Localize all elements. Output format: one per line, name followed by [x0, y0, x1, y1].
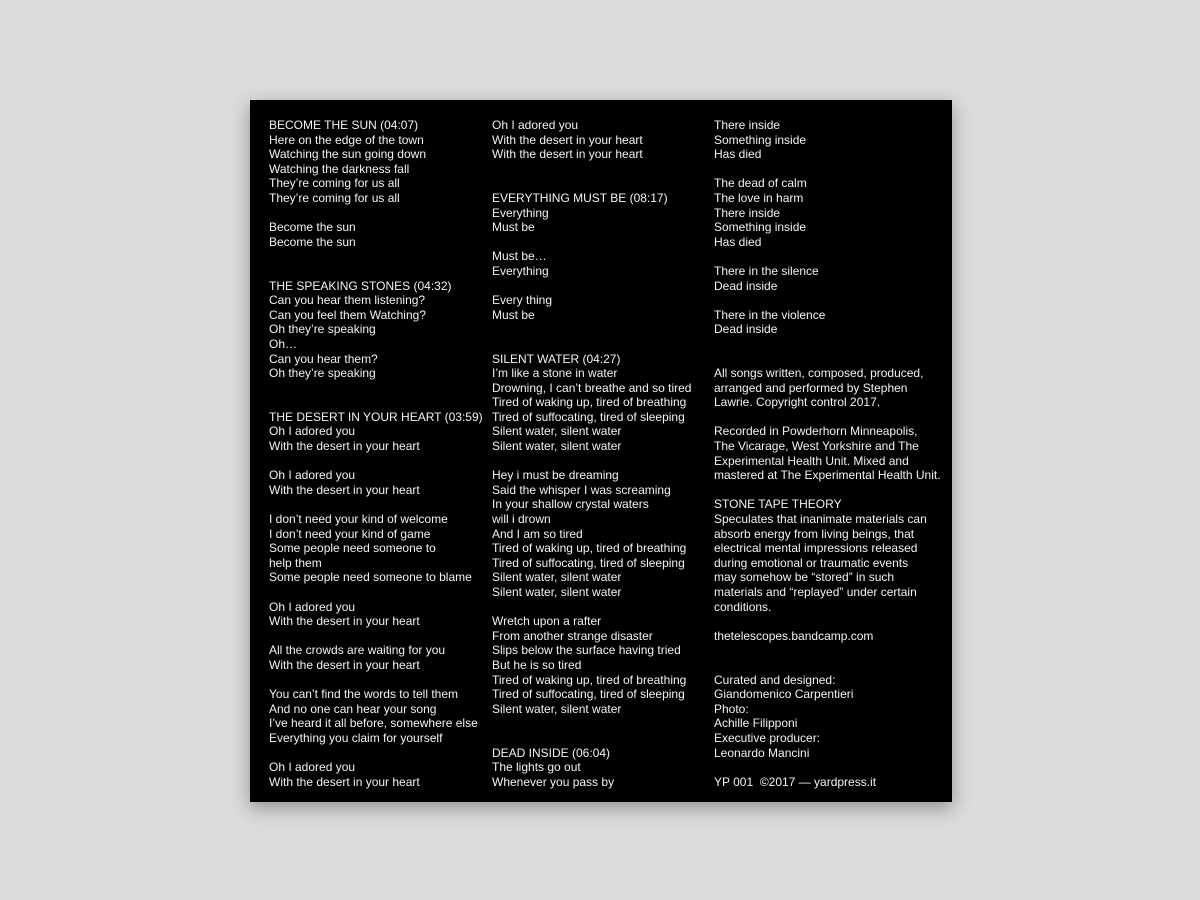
text-line: Everything [492, 263, 549, 278]
text-line: I don’t need your kind of welcome [269, 512, 448, 527]
text-line: Experimental Health Unit. Mixed and [714, 453, 909, 468]
text-line: The dead of calm [714, 176, 807, 191]
text-line: Dead inside [714, 322, 778, 337]
verse [714, 308, 939, 337]
text-line: You can’t find the words to tell them [269, 687, 458, 702]
text-line: Oh they’re speaking [269, 366, 376, 381]
text-line: Lawrie. Copyright control 2017. [714, 395, 881, 410]
text-line: electrical mental impressions released [714, 541, 918, 556]
verse [269, 424, 491, 453]
text-line: Tired of suffocating, tired of sleeping [492, 687, 685, 702]
catalog-footer: YP 001 ©2017 — yardpress.it [714, 774, 877, 789]
text-line: Some people need someone to [269, 541, 436, 556]
text-line: Silent water, silent water [492, 701, 622, 716]
text-line: Everything you claim for yourself [269, 730, 443, 745]
text-line: Here on the edge of the town [269, 132, 424, 147]
text-line: But he is so tired [492, 657, 582, 672]
text-line: All songs written, composed, produced, [714, 366, 924, 381]
text-line: The love in harm [714, 190, 804, 205]
text-line: Become the sun [269, 220, 356, 235]
text-line: Hey i must be dreaming [492, 468, 619, 483]
verse [492, 468, 714, 599]
theory-title: STONE TAPE THEORY [714, 497, 842, 512]
text-line: Something inside [714, 220, 807, 235]
text-line: With the desert in your heart [269, 482, 420, 497]
text-line: Can you hear them listening? [269, 293, 426, 308]
text-line: I don’t need your kind of game [269, 526, 431, 541]
text-line: With the desert in your heart [269, 439, 420, 454]
text-line: I’m like a stone in water [492, 366, 618, 381]
text-line: From another strange disaster [492, 628, 653, 643]
text-line: Every thing [492, 293, 553, 308]
text-line: Something inside [714, 132, 807, 147]
text-line: There in the silence [714, 263, 819, 278]
text-line: mastered at The Experimental Health Unit. [714, 468, 941, 483]
text-line: With the desert in your heart [269, 657, 420, 672]
text-line: during emotional or traumatic events [714, 555, 909, 570]
text-line: There inside [714, 118, 781, 132]
credits-design [714, 673, 939, 761]
text-line: In your shallow crystal waters [492, 497, 649, 512]
text-line: I’ve heard it all before, somewhere else [269, 716, 478, 731]
song-title: EVERYTHING MUST BE (08:17) [492, 190, 668, 205]
verse [269, 468, 491, 497]
text-line: Silent water, silent water [492, 570, 622, 585]
text-line: Oh I adored you [269, 424, 356, 439]
verse [269, 133, 491, 206]
text-line: arranged and performed by Stephen [714, 380, 908, 395]
text-line: Silent water, silent water [492, 424, 622, 439]
text-line: Oh… [269, 336, 298, 351]
text-line: Everything [492, 205, 549, 220]
text-line: And I am so tired [492, 526, 583, 541]
text-line: Tired of waking up, tired of breathing [492, 395, 687, 410]
text-line: Oh I adored you [492, 118, 579, 132]
credits-recording [714, 424, 939, 482]
text-line: With the desert in your heart [269, 614, 420, 629]
verse [269, 220, 491, 249]
text-line: Must be… [492, 249, 547, 264]
text-line: Silent water, silent water [492, 585, 622, 599]
verse [492, 293, 714, 322]
verse [269, 293, 491, 381]
text-line: Can you hear them? [269, 351, 378, 366]
credits-songs [714, 366, 939, 410]
verse [492, 206, 714, 235]
text-line: Executive producer: [714, 730, 821, 745]
verse [492, 366, 714, 454]
text-line: Can you feel them Watching? [269, 307, 426, 322]
text-line: Slips below the surface having tried [492, 643, 681, 658]
text-line: Achille Filipponi [714, 716, 798, 731]
text-line: Silent water, silent water [492, 439, 622, 454]
text-line: They’re coming for us all [269, 176, 400, 191]
text-line: Oh I adored you [269, 760, 356, 775]
text-line: Tired of waking up, tired of breathing [492, 672, 687, 687]
text-line: Photo: [714, 701, 749, 716]
text-line: And no one can hear your song [269, 701, 437, 716]
text-line: Leonardo Mancini [714, 745, 810, 760]
text-line: Said the whisper I was screaming [492, 482, 671, 497]
text-line: Wretch upon a rafter [492, 614, 602, 629]
text-line: help them [269, 555, 322, 570]
text-line: Watching the darkness fall [269, 161, 410, 176]
verse [269, 600, 491, 629]
text-line: Oh I adored you [269, 468, 356, 483]
verse [714, 118, 939, 162]
text-line: conditions. [714, 599, 772, 614]
text-line: materials and “replayed” under certain [714, 585, 917, 599]
text-line: Tired of suffocating, tired of sleeping [492, 555, 685, 570]
text-line: Drowning, I can’t breathe and so tired [492, 380, 692, 395]
song-title: SILENT WATER (04:27) [492, 351, 621, 366]
text-line: The lights go out [492, 760, 581, 775]
lyrics-credits-column [714, 118, 939, 789]
verse [492, 249, 714, 278]
text-line: Whenever you pass by [492, 774, 615, 789]
text-line: Watching the sun going down [269, 147, 426, 162]
text-line: Dead inside [714, 278, 778, 293]
song-title: DEAD INSIDE (06:04) [492, 745, 611, 760]
lyrics-column-1 [269, 118, 491, 789]
text-line: There inside [714, 205, 781, 220]
text-line: The Vicarage, West Yorkshire and The [714, 439, 919, 454]
text-line: Oh I adored you [269, 599, 356, 614]
text-line: There in the violence [714, 307, 826, 322]
song-title: THE SPEAKING STONES (04:32) [269, 278, 452, 293]
text-line: Must be [492, 220, 535, 235]
bandcamp-url: thetelescopes.bandcamp.com [714, 628, 874, 643]
verse [714, 264, 939, 293]
text-line: will i drown [492, 512, 551, 527]
verse [269, 687, 491, 745]
text-line: With the desert in your heart [269, 774, 420, 789]
text-line: may somehow be “stored” in such [714, 570, 895, 585]
text-line: Giandomenico Carpentieri [714, 687, 854, 702]
text-line: Tired of suffocating, tired of sleeping [492, 409, 685, 424]
text-line: Curated and designed: [714, 672, 836, 687]
verse [492, 614, 714, 716]
text-line: All the crowds are waiting for you [269, 643, 446, 658]
text-line: Recorded in Powderhorn Minneapolis, [714, 424, 918, 439]
verse [269, 643, 491, 672]
song-title: THE DESERT IN YOUR HEART (03:59) [269, 409, 483, 424]
text-line: Has died [714, 234, 762, 249]
text-line: Tired of waking up, tired of breathing [492, 541, 687, 556]
song-title: BECOME THE SUN (04:07) [269, 118, 419, 132]
theory-body [714, 512, 939, 614]
verse [714, 176, 939, 249]
verse [269, 512, 491, 585]
verse [492, 118, 714, 162]
booklet-page [250, 100, 952, 802]
text-line: With the desert in your heart [492, 132, 643, 147]
text-line: absorb energy from living beings, that [714, 526, 915, 541]
text-line: Speculates that inanimate materials can [714, 512, 927, 527]
verse [492, 760, 714, 789]
text-line: They’re coming for us all [269, 190, 400, 205]
text-line: Must be [492, 307, 535, 322]
text-line: Oh they’re speaking [269, 322, 376, 337]
text-line: With the desert in your heart [492, 147, 643, 162]
text-line: Become the sun [269, 234, 356, 249]
text-line: Some people need someone to blame [269, 570, 472, 585]
text-line: Has died [714, 147, 762, 162]
lyrics-column-2 [492, 118, 714, 789]
verse [269, 760, 491, 789]
